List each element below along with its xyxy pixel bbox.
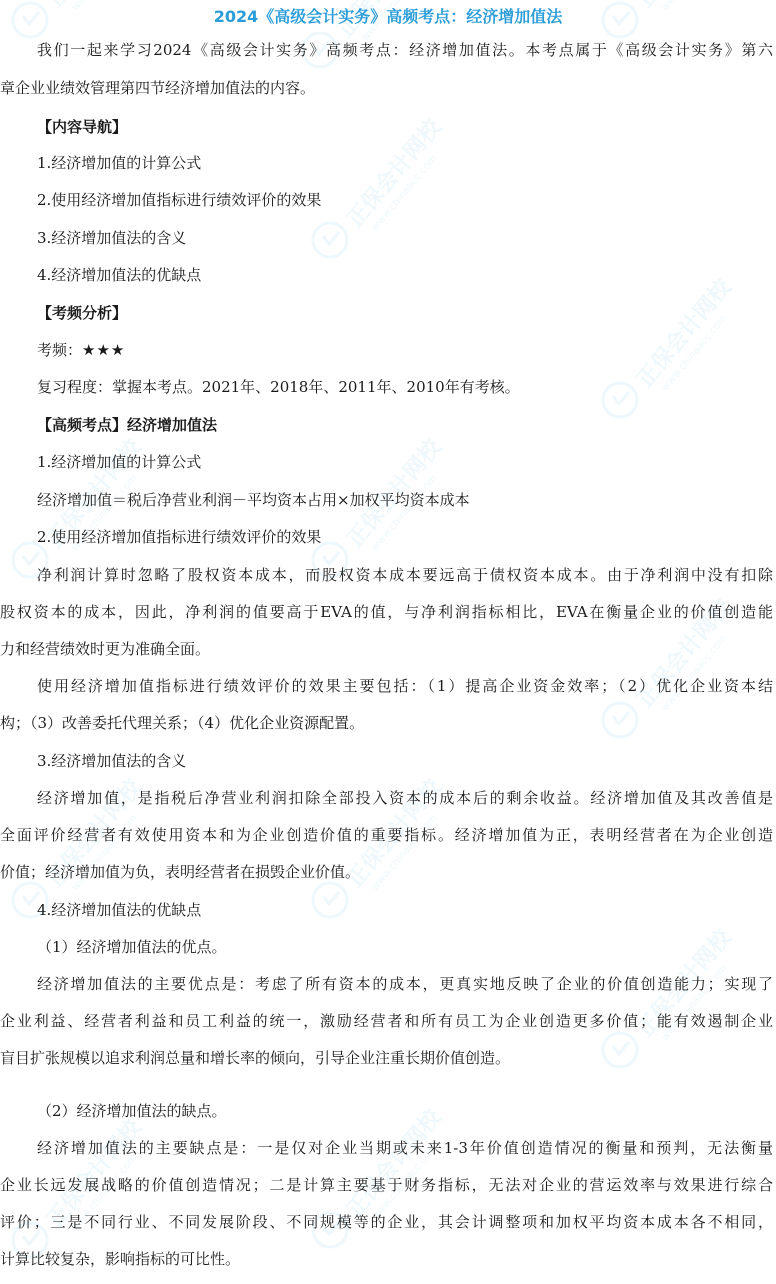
intro-line-1: 我们一起来学习2024《高级会计实务》高频考点：经济增加值法。本考点属于《高级会计实务》第六 <box>37 41 773 59</box>
frequency-label <box>37 338 125 362</box>
disadvantages-line-4: 计算比较复杂，影响指标的可比性。 <box>0 1250 241 1268</box>
point-4-heading: 4.经济增加值法的优缺点 <box>37 901 202 919</box>
point-3-para-line-2: 全面评价经营者有效使用资本和为企业创造价值的重要指标。经济增加值为正，表明经营者在为企业创造 <box>0 826 773 844</box>
point-3-heading: 3.经济增加值法的含义 <box>37 752 187 770</box>
point-2-heading: 2.使用经济增加值指标进行绩效评价的效果 <box>37 528 322 546</box>
advantages-line-3: 盲目扩张规模以追求利润总量和增长率的倾向，引导企业注重长期价值创造。 <box>0 1049 511 1067</box>
disadvantages-heading: （2）经济增加值法的缺点。 <box>37 1102 227 1120</box>
review-level: 复习程度：掌握本考点。2021年、2018年、2011年、2010年有考核。 <box>37 378 520 396</box>
section-heading-nav: 【内容导航】 <box>37 118 128 136</box>
point-3-para-line-1: 经济增加值，是指税后净营业利润扣除全部投入资本的成本后的剩余收益。经济增加值及其改善值是 <box>37 789 773 807</box>
point-1-heading: 1.经济增加值的计算公式 <box>37 453 202 471</box>
nav-item-3: 3.经济增加值法的含义 <box>37 229 187 247</box>
point-2-para-2-line-1: 使用经济增加值指标进行绩效评价的效果主要包括：（1）提高企业资金效率；（2）优化企业资本结 <box>37 677 773 695</box>
disadvantages-line-3: 评价；三是不同行业、不同发展阶段、不同规模等的企业，其会计调整项和加权平均资本成本各不相同， <box>0 1213 773 1231</box>
nav-item-4: 4.经济增加值法的优缺点 <box>37 266 202 284</box>
nav-item-2: 2.使用经济增加值指标进行绩效评价的效果 <box>37 191 322 209</box>
intro-line-2: 章企业业绩效管理第四节经济增加值法的内容。 <box>0 79 316 97</box>
point-2-para-1-line-2: 股权资本的成本，因此，净利润的值要高于EVA的值，与净利润指标相比，EVA在衡量企业的价值创造能 <box>0 603 773 621</box>
disadvantages-line-1: 经济增加值法的主要缺点是：一是仅对企业当期或未来1-3年价值创造情况的衡量和预判，无法衡量 <box>37 1139 773 1157</box>
advantages-heading: （1）经济增加值法的优点。 <box>37 938 227 956</box>
nav-item-1: 1.经济增加值的计算公式 <box>37 154 202 172</box>
point-2-para-1-line-1: 净利润计算时忽略了股权资本成本，而股权资本成本要远高于债权资本成本。由于净利润中没有扣除 <box>37 566 773 584</box>
section-heading-key-point: 【高频考点】经济增加值法 <box>37 416 218 434</box>
disadvantages-line-2: 企业长远发展战略的价值创造情况；二是计算主要基于财务指标，无法对企业的营运效率与效果进行综合 <box>0 1176 773 1194</box>
point-3-para-line-3: 价值；经济增加值为负，表明经营者在损毁企业价值。 <box>0 863 361 881</box>
advantages-line-2: 企业利益、经营者利益和员工利益的统一，激励经营者和所有员工为企业创造更多价值；能有效遏制企业 <box>0 1012 773 1030</box>
frequency-label-text: 考频： <box>37 341 83 359</box>
point-2-para-2-line-2: 构；（3）改善委托代理关系；（4）优化企业资源配置。 <box>0 714 365 732</box>
point-2-para-1-line-3: 力和经营绩效时更为准确全面。 <box>0 640 211 658</box>
advantages-line-1: 经济增加值法的主要优点是：考虑了所有资本的成本，更真实地反映了企业的价值创造能力；实现了 <box>37 975 773 993</box>
formula-line: 经济增加值＝税后净营业利润－平均资本占用×加权平均资本成本 <box>37 491 470 509</box>
section-heading-frequency: 【考频分析】 <box>37 304 128 322</box>
frequency-stars: ★★★ <box>82 341 126 359</box>
article-title: 2024《高级会计实务》高频考点：经济增加值法 <box>213 7 563 26</box>
